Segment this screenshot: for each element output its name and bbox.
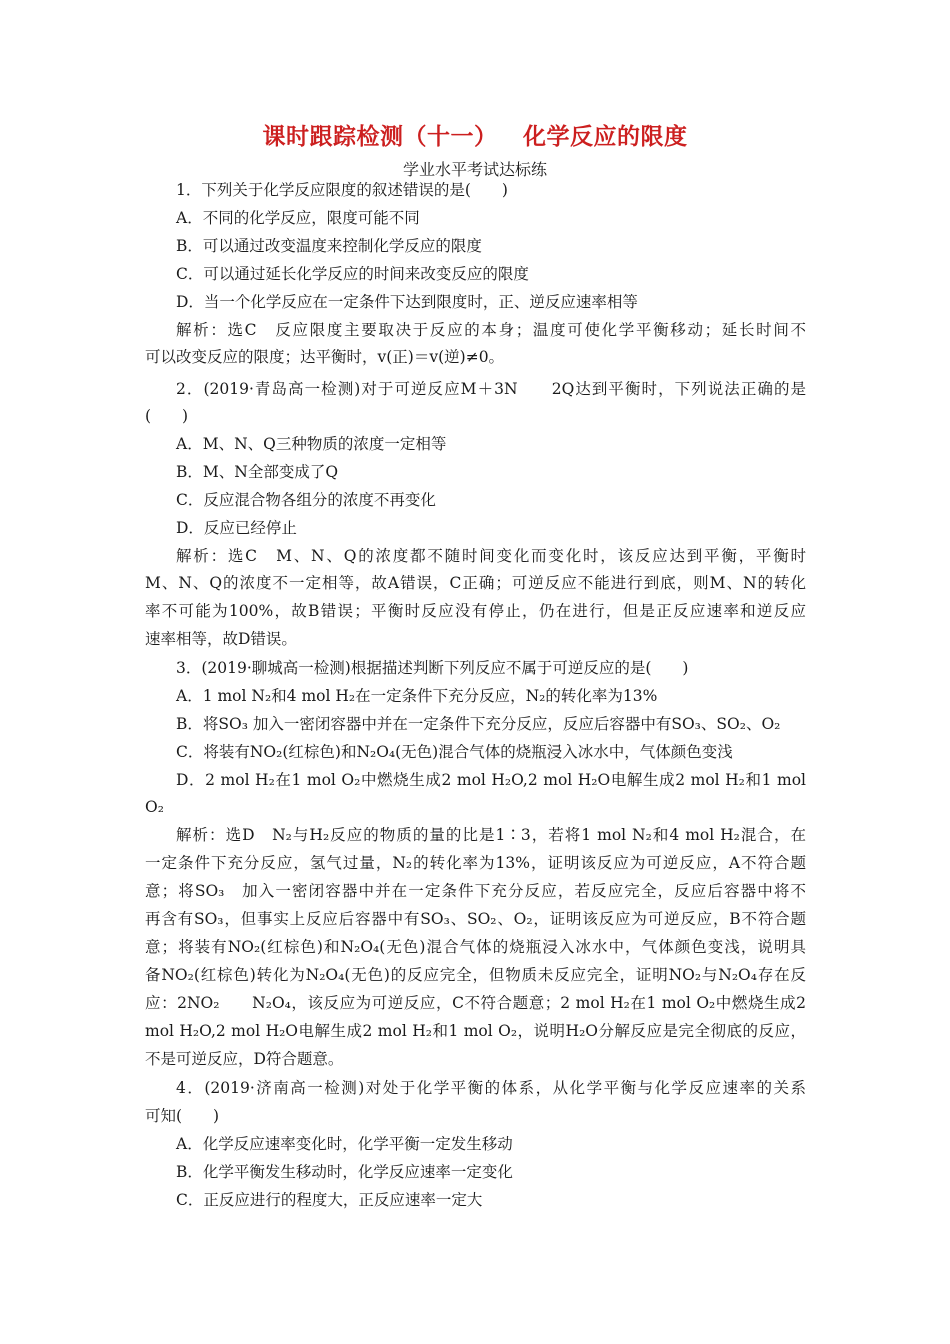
option-4b: B．化学平衡发生移动时，化学反应速率一定变化 — [176, 1163, 513, 1181]
page-title: 课时跟踪检测（十一） 化学反应的限度 — [262, 124, 688, 150]
option-3a: A．1 mol N₂和4 mol H₂在一定条件下充分反应，N₂的转化率为13% — [176, 687, 658, 705]
analysis-3-line: mol H₂O,2 mol H₂O电解生成2 mol H₂和1 mol O₂，说明H₂O分解反应是完全彻底的反应， — [145, 1022, 806, 1040]
analysis-3-line: 备NO₂(红棕色)转化为N₂O₄(无色)的反应完全，但物质未反应完全，证明NO₂与N₂O₄存在反 — [145, 966, 806, 984]
option-2d: D．反应已经停止 — [176, 519, 297, 537]
question-4: 4．(2019·济南高一检测)对处于化学平衡的体系，从化学平衡与化学反应速率的关系 — [176, 1079, 806, 1097]
option-4a: A．化学反应速率变化时，化学平衡一定发生移动 — [176, 1135, 513, 1153]
option-1a: A．不同的化学反应，限度可能不同 — [176, 209, 420, 227]
analysis-2-line: 解析：选C M、N、Q的浓度都不随时间变化而变化时，该反应达到平衡，平衡时 — [176, 547, 806, 565]
question-4-cont: 可知( ) — [145, 1107, 220, 1125]
analysis-2-line: 率不可能为100%，故B错误；平衡时反应没有停止，仍在进行，但是正反应速率和逆反应 — [145, 602, 806, 620]
analysis-3-line: 解析：选D N₂与H₂反应的物质的量的比是1∶3，若将1 mol N₂和4 mol H₂混合，在 — [176, 826, 806, 844]
option-2c: C．反应混合物各组分的浓度不再变化 — [176, 491, 436, 509]
analysis-3-line: 再含有SO₃，但事实上反应后容器中有SO₃、SO₂、O₂，证明该反应为可逆反应，B不符合题 — [145, 910, 806, 928]
option-2b: B．M、N全部变成了Q — [176, 463, 339, 481]
analysis-3-line: 应：2NO₂ N₂O₄，该反应为可逆反应，C不符合题意；2 mol H₂在1 mol O₂中燃烧生成2 — [145, 994, 806, 1012]
option-1d: D．当一个化学反应在一定条件下达到限度时，正、逆反应速率相等 — [176, 293, 638, 311]
analysis-1-line: 解析：选C 反应限度主要取决于反应的本身；温度可使化学平衡移动；延长时间不 — [176, 321, 806, 339]
section-subtitle: 学业水平考试达标练 — [402, 160, 547, 179]
option-2a: A．M、N、Q三种物质的浓度一定相等 — [176, 435, 447, 453]
option-3d: D．2 mol H₂在1 mol O₂中燃烧生成2 mol H₂O,2 mol H₂O电解生成2 mol H₂和1 mol — [176, 771, 806, 789]
option-4c: C．正反应进行的程度大，正反应速率一定大 — [176, 1191, 483, 1209]
analysis-3-line: 一定条件下充分反应，氢气过量，N₂的转化率为13%，证明该反应为可逆反应，A不符合题 — [145, 854, 806, 872]
question-2-cont: ( ) — [145, 407, 189, 425]
analysis-2-line: M、N、Q的浓度不一定相等，故A错误，C正确；可逆反应不能进行到底，则M、N的转化 — [145, 574, 806, 592]
question-3: 3．(2019·聊城高一检测)根据描述判断下列反应不属于可逆反应的是( ) — [176, 659, 689, 677]
analysis-3-line: 不是可逆反应，D符合题意。 — [145, 1050, 344, 1068]
question-1: 1．下列关于化学反应限度的叙述错误的是( ) — [176, 181, 508, 199]
option-3c: C．将装有NO₂(红棕色)和N₂O₄(无色)混合气体的烧瓶浸入冰水中，气体颜色变浅 — [176, 743, 733, 761]
analysis-2-line: 速率相等，故D错误。 — [145, 630, 297, 648]
option-3d-cont: O₂ — [145, 798, 164, 816]
analysis-3-line: 意；将SO₃ 加入一密闭容器中并在一定条件下充分反应，若反应完全，反应后容器中将不 — [145, 882, 806, 900]
option-1b: B．可以通过改变温度来控制化学反应的限度 — [176, 237, 482, 255]
option-1c: C．可以通过延长化学反应的时间来改变反应的限度 — [176, 265, 529, 283]
option-3b: B．将SO₃ 加入一密闭容器中并在一定条件下充分反应，反应后容器中有SO₃、SO₂、O₂ — [176, 715, 781, 733]
question-2: 2．(2019·青岛高一检测)对于可逆反应M＋3N 2Q达到平衡时，下列说法正确的是 — [176, 380, 806, 398]
analysis-1-line: 可以改变反应的限度；达平衡时，v(正)＝v(逆)≠0。 — [145, 348, 505, 366]
analysis-3-line: 意；将装有NO₂(红棕色)和N₂O₄(无色)混合气体的烧瓶浸入冰水中，气体颜色变浅，说明具 — [145, 938, 806, 956]
